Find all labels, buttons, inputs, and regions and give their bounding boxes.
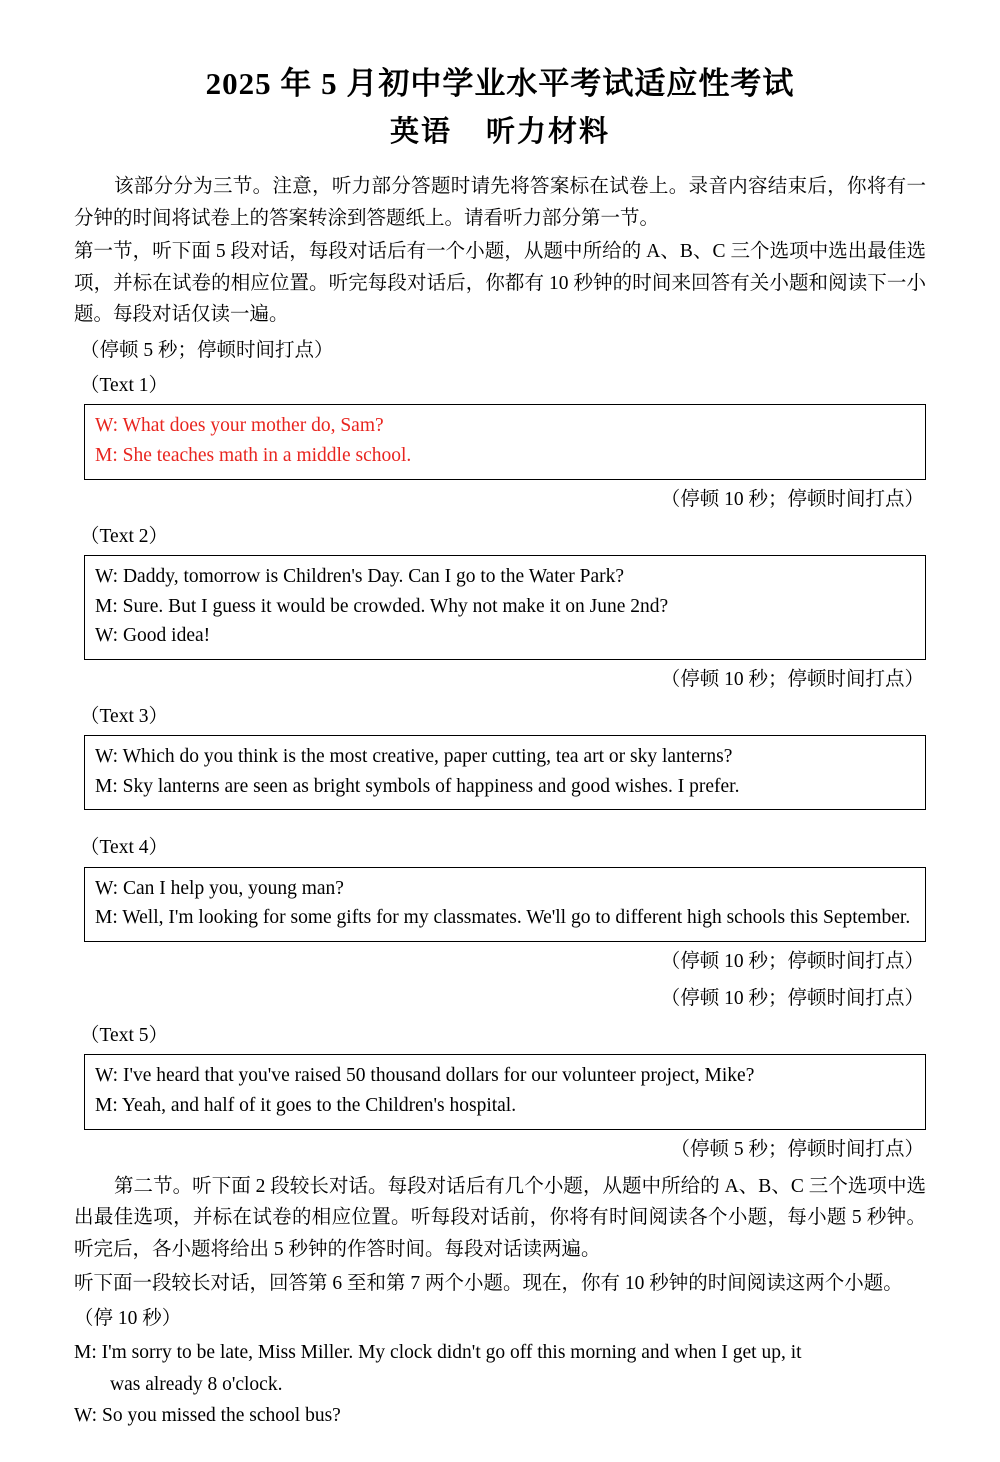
dialogue-box [84, 555, 926, 660]
dialogue-line: W: Daddy, tomorrow is Children's Day. Can I go to the Water Park? [95, 565, 625, 587]
subject-label: 英语 [389, 115, 452, 148]
dialogue-box [84, 735, 926, 810]
dialogue-line: M: I'm sorry to be late, Miss Miller. My clock didn't go off this morning and when I get up, it [74, 1342, 802, 1364]
text-label: （Text 4） [80, 837, 168, 859]
section-one-instructions: 第一节，听下面 5 段对话，每段对话后有一个小题，从题中所给的 A、B、C 三个选项中选出最佳选项，并标在试卷的相应位置。听完每段对话后，你都有 10 秒钟的时间来回答有关小题和阅读下一小题。每段对话仅读一遍。 [74, 241, 926, 326]
text-label: （Text 5） [80, 1025, 168, 1047]
section-two-instructions: 第二节。听下面 2 段较长对话。每段对话后有几个小题，从题中所给的 A、B、C 三个选项中选出最佳选项，并标在试卷的相应位置。听每段对话前，你将有时间阅读各个小题，每小题 5 秒钟。听完后，各小题将给出 5 秒钟的作答时间。每段对话读两遍。 [74, 1175, 926, 1260]
dialogue-line: M: Sure. But I guess it would be crowded. Why not make it on June 2nd? [95, 595, 669, 617]
dialogue-line: W: Can I help you, young man? [95, 877, 344, 899]
dialogue-box [84, 404, 926, 479]
dialogue-line: W: Which do you think is the most creative, paper cutting, tea art or sky lanterns? [95, 746, 733, 768]
text-label: （Text 1） [80, 375, 168, 397]
text-label: （Text 2） [80, 525, 168, 547]
dialogue-line: W: So you missed the school bus? [74, 1405, 341, 1427]
dialogue-line: M: She teaches math in a middle school. [95, 444, 412, 466]
text-label: （Text 3） [80, 705, 168, 727]
material-type-label: 听力材料 [486, 115, 611, 148]
dialogue-line: M: Well, I'm looking for some gifts for my classmates. We'll go to different high schools this September. [95, 907, 911, 929]
pause-note: （停顿 10 秒；停顿时间打点） [660, 988, 924, 1009]
dialogue-line: W: I've heard that you've raised 50 thousand dollars for our volunteer project, Mike? [95, 1065, 755, 1087]
dialogue-box [84, 867, 926, 942]
dialogue-line: M: Sky lanterns are seen as bright symbols of happiness and good wishes. I prefer. [95, 775, 740, 797]
section-two-pause: （停 10 秒） [74, 1308, 182, 1330]
pause-note: （停顿 5 秒；停顿时间打点） [670, 1138, 924, 1160]
pause-note: （停顿 10 秒；停顿时间打点） [660, 950, 924, 972]
dialogue-line: was already 8 o'clock. [110, 1373, 283, 1395]
pause-note: （停顿 10 秒；停顿时间打点） [660, 488, 924, 510]
dialogue-box [84, 1054, 926, 1129]
pause-note: （停顿 10 秒；停顿时间打点） [660, 668, 924, 690]
page-subtitle [74, 111, 926, 153]
pause-intro: （停顿 5 秒；停顿时间打点） [80, 339, 334, 361]
intro-paragraph: 该部分分为三节。注意，听力部分答题时请先将答案标在试卷上。录音内容结束后，你将有一分钟的时间将试卷上的答案转涂到答题纸上。请看听力部分第一节。 [74, 175, 926, 229]
dialogue-line: W: What does your mother do, Sam? [95, 415, 384, 437]
page-title: 2025 年 5 月初中学业水平考试适应性考试 [205, 66, 795, 101]
dialogue-line: W: Good idea! [95, 625, 211, 647]
section-two-lead: 听下面一段较长对话，回答第 6 至和第 7 两个小题。现在，你有 10 秒钟的时间阅读这两个小题。 [74, 1272, 903, 1294]
dialogue-line: M: Yeah, and half of it goes to the Children's hospital. [95, 1095, 517, 1116]
